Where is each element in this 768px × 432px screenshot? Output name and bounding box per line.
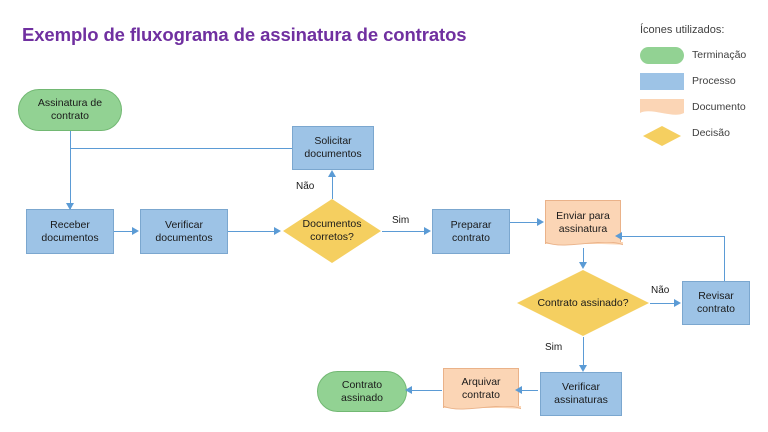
document-shape-icon	[640, 99, 684, 116]
arrow-icon	[674, 299, 681, 307]
node-label: Contrato assinado?	[537, 296, 629, 309]
arrow-icon	[274, 227, 281, 235]
legend-item-label: Processo	[692, 75, 736, 87]
connector-receber-to-verificar	[114, 231, 133, 232]
terminator-shape-icon	[640, 47, 684, 64]
node-label: Verificar assinaturas	[554, 381, 608, 406]
arrow-icon	[537, 218, 544, 226]
page-title: Exemplo de fluxograma de assinatura de contratos	[22, 24, 467, 45]
arrow-icon	[515, 386, 522, 394]
legend-item-label: Documento	[692, 101, 746, 113]
legend-title: Ícones utilizados:	[640, 24, 725, 36]
node-label: Receber documentos	[41, 218, 99, 244]
connector-enviar-to-decisao	[583, 248, 584, 263]
node-label: Assinatura de contrato	[37, 97, 103, 122]
node-preparar-contrato[interactable]	[432, 209, 510, 254]
connector-start-to-solicitar	[70, 148, 292, 149]
arrow-icon	[132, 227, 139, 235]
connector-revisar-loop-vertical	[724, 236, 725, 281]
connector-decisao-sim-to-verificar	[583, 337, 584, 365]
edge-label-nao-assinado: Não	[651, 285, 670, 296]
node-label: Preparar contrato	[450, 218, 492, 244]
connector-revisar-loop-horizontal	[622, 236, 725, 237]
connector-verificar-to-decisao	[228, 231, 275, 232]
arrow-icon	[615, 232, 622, 240]
legend-item-label: Terminação	[692, 49, 747, 61]
node-solicitar-documentos[interactable]	[292, 126, 374, 170]
legend-item-documento	[640, 96, 764, 118]
node-arquivar-contrato[interactable]	[443, 368, 519, 408]
node-verificar-assinaturas[interactable]	[540, 372, 622, 416]
arrow-icon	[328, 170, 336, 177]
legend-item-processo	[640, 70, 764, 92]
node-revisar-contrato[interactable]	[682, 281, 750, 325]
node-label: Enviar para assinatura	[556, 209, 610, 235]
edge-label-sim-documentos: Sim	[392, 215, 410, 226]
node-enviar-para-assinatura[interactable]	[545, 200, 621, 244]
legend	[640, 24, 764, 148]
node-label: Verificar documentos	[155, 218, 213, 244]
process-shape-icon	[640, 73, 684, 90]
node-label: Contrato assinado	[340, 378, 384, 404]
node-label: Revisar contrato	[697, 290, 735, 315]
arrow-icon	[579, 365, 587, 372]
connector-preparar-to-enviar	[510, 222, 538, 223]
decision-shape-icon	[640, 125, 684, 142]
connector-arquivar-to-fim	[412, 390, 442, 391]
node-assinatura-de-contrato[interactable]	[18, 89, 122, 131]
connector-verificar-to-arquivar	[522, 390, 538, 391]
document-wave-icon	[443, 406, 521, 415]
node-label: Documentos corretos?	[302, 218, 362, 243]
legend-item-label: Decisão	[692, 127, 730, 139]
arrow-icon	[405, 386, 412, 394]
node-documentos-corretos-decision[interactable]	[282, 198, 382, 264]
arrow-icon	[424, 227, 431, 235]
node-label: Arquivar contrato	[461, 375, 501, 401]
node-contrato-assinado-end[interactable]	[317, 371, 407, 412]
arrow-icon	[579, 262, 587, 269]
arrow-icon	[66, 203, 74, 210]
legend-item-terminacao	[640, 44, 764, 66]
connector-decisao-nao-to-revisar	[650, 303, 675, 304]
edge-label-sim-assinado: Sim	[545, 342, 563, 353]
node-label: Solicitar documentos	[304, 135, 362, 160]
node-verificar-documentos[interactable]	[140, 209, 228, 254]
edge-label-nao-documentos: Não	[296, 181, 315, 192]
node-contrato-assinado-decision[interactable]	[516, 269, 650, 337]
connector-decisao-nao-to-solicitar	[332, 177, 333, 199]
node-receber-documentos[interactable]	[26, 209, 114, 254]
connector-decisao-sim-to-preparar	[382, 231, 425, 232]
legend-item-decisao	[640, 122, 764, 144]
connector-start-to-receber	[70, 131, 71, 209]
